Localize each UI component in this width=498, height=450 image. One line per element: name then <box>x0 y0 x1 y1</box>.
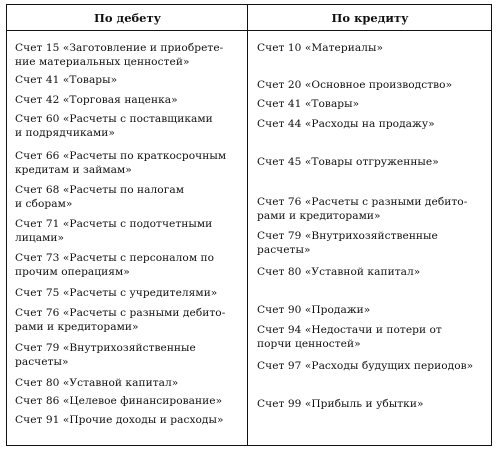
debit-entry: Счет 75 «Расчеты с учредителями» <box>15 287 218 299</box>
credit-entry: Счет 76 «Расчеты с разными дебито- рами и кредиторами» <box>257 196 468 223</box>
debit-entry: Счет 41 «Товары» <box>15 74 118 86</box>
credit-entry: Счет 41 «Товары» <box>257 98 360 110</box>
debit-entry: Счет 80 «Уставной капитал» <box>15 377 179 389</box>
credit-entry: Счет 45 «Товары отгруженные» <box>257 156 439 168</box>
credit-entry: Счет 10 «Материалы» <box>257 42 383 54</box>
debit-entry: Счет 15 «Заготовление и приобрете- ние материальных ценностей» <box>15 42 224 69</box>
table-header <box>7 5 491 31</box>
debit-entry: Счет 42 «Торговая наценка» <box>15 94 178 106</box>
debit-entry: Счет 76 «Расчеты с разными дебито- рами и кредиторами» <box>15 307 226 334</box>
credit-entry: Счет 90 «Продажи» <box>257 304 371 316</box>
debit-entry: Счет 60 «Расчеты с поставщиками и подрядчиками» <box>15 113 213 140</box>
debit-entry: Счет 86 «Целевое финансирование» <box>15 395 223 407</box>
debit-entry: Счет 66 «Расчеты по краткосрочным кредитам и займам» <box>15 150 227 177</box>
credit-entry: Счет 79 «Внутрихозяйственные расчеты» <box>257 230 438 257</box>
column-divider <box>247 5 248 445</box>
debit-entry: Счет 73 «Расчеты с персоналом по прочим операциям» <box>15 252 215 279</box>
header-credit: По кредиту <box>331 11 409 25</box>
credit-entry: Счет 80 «Уставной капитал» <box>257 266 421 278</box>
debit-entry: Счет 71 «Расчеты с подотчетными лицами» <box>15 218 213 245</box>
credit-entry: Счет 20 «Основное производство» <box>257 79 453 91</box>
header-debit: По дебету <box>94 11 161 25</box>
accounts-table <box>6 4 492 446</box>
debit-entry: Счет 68 «Расчеты по налогам и сборам» <box>15 184 184 211</box>
debit-entry: Счет 79 «Внутрихозяйственные расчеты» <box>15 342 196 369</box>
debit-entry: Счет 91 «Прочие доходы и расходы» <box>15 414 224 426</box>
credit-entry: Счет 44 «Расходы на продажу» <box>257 118 435 130</box>
credit-entry: Счет 94 «Недостачи и потери от порчи ценностей» <box>257 324 442 351</box>
credit-entry: Счет 99 «Прибыль и убытки» <box>257 398 424 410</box>
credit-entry: Счет 97 «Расходы будущих периодов» <box>257 360 474 372</box>
